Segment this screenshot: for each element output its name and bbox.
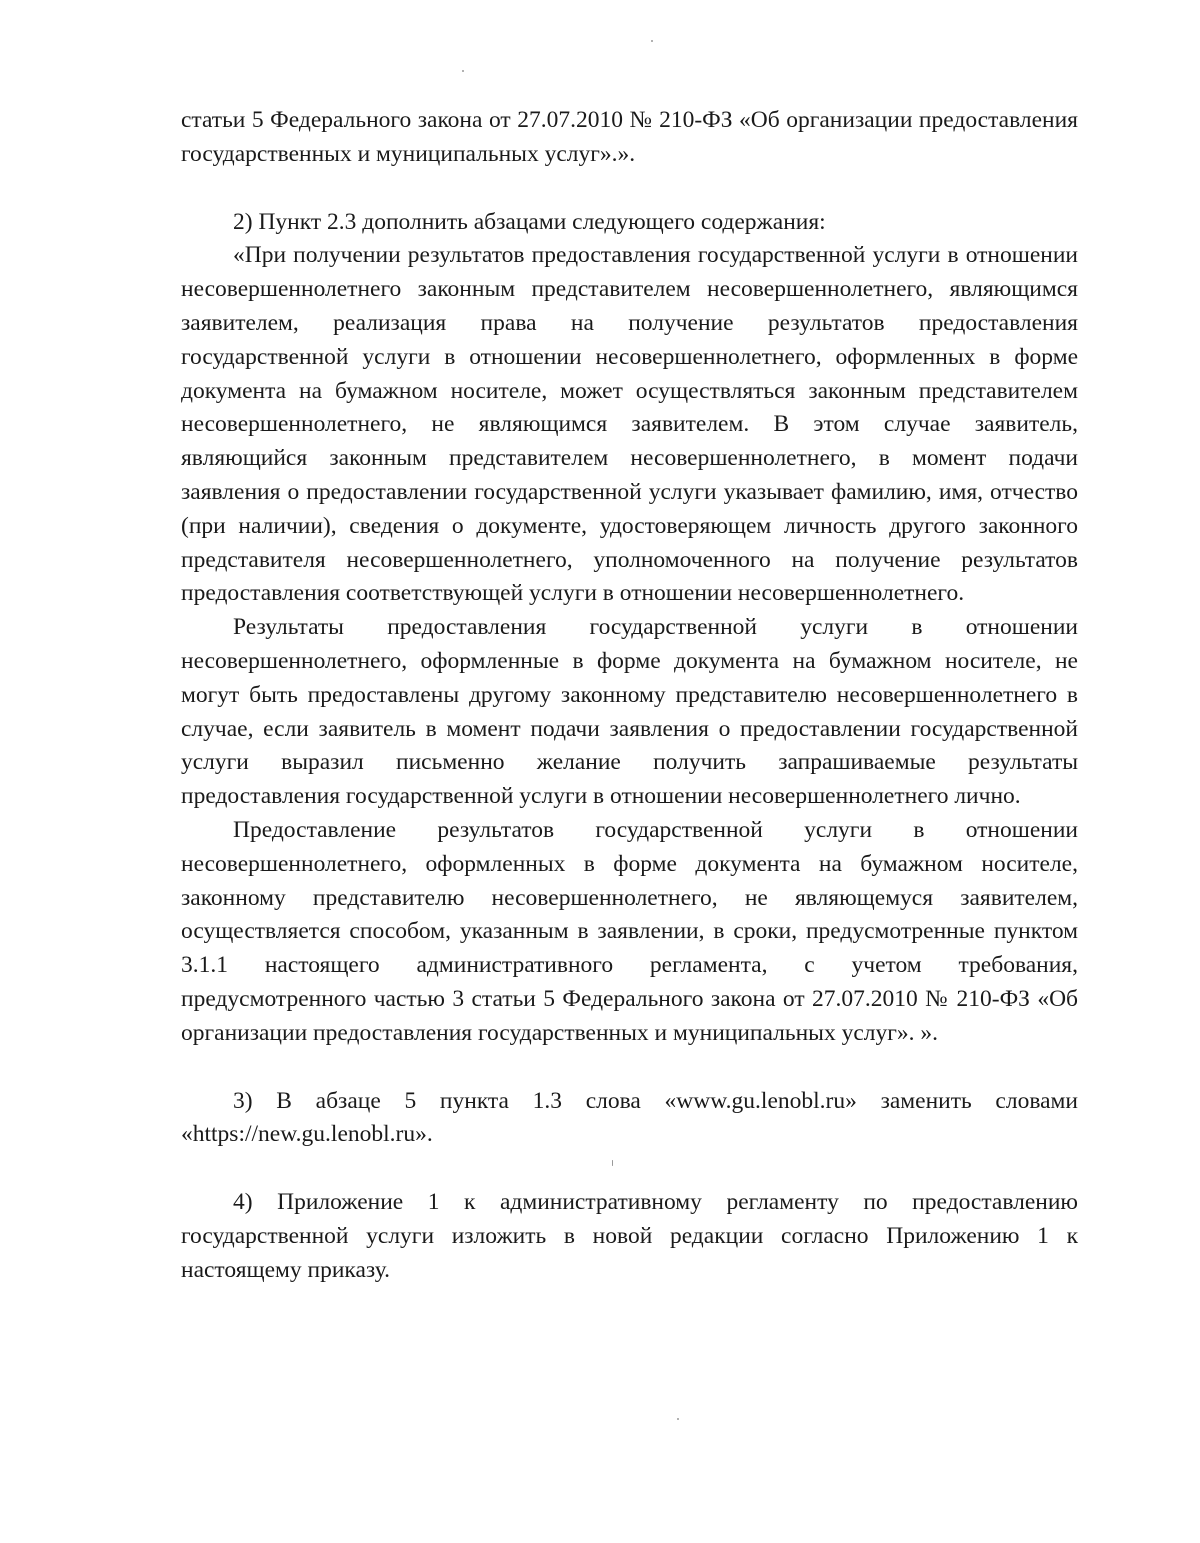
item-2-paragraph-3: Предоставление результатов государственной услуги в отношении несовершеннолетнего, оформленных в форме документа на бумажном носителе, законному представителю несовершеннолетнего, не являющемуся заявителем, осуществляется способом, указанным в заявлении, в сроки, предусмотренные пунктом 3.1.1 настоящего административного регламента, с учетом требования, предусмотренного частью 3 статьи 5 Федерального закона от 27.07.2010 № 210-ФЗ «Об организации предоставления государственных и муниципальных услуг». ». [181,816,1078,1046]
item-2-heading: 2) Пункт 2.3 дополнить абзацами следующего содержания: [233,208,826,235]
document-body [181,104,1078,1288]
paragraph-gap [181,1152,1078,1186]
item-2-paragraph-2: Результаты предоставления государственной услуги в отношении несовершеннолетнего, оформленные в форме документа на бумажном носителе, не могут быть предоставлены другому законному представителю несовершеннолетнего в случае, если заявитель в момент подачи заявления о предоставлении государственной услуги выразил письменно желание получить запрашиваемые результаты предоставления государственной услуги в отношении несовершеннолетнего лично. [181,614,1078,810]
paragraph-gap [181,172,1078,206]
scan-speck [677,1418,679,1420]
item-4-paragraph: 4) Приложение 1 к административному регламенту по предоставлению государственной услуги изложить в новой редакции согласно Приложению 1 к настоящему приказу. [181,1189,1078,1283]
scan-speck [462,70,464,72]
paragraph-gap [181,1051,1078,1085]
item-2-paragraph-1: «При получении результатов предоставления государственной услуги в отношении несовершеннолетнего законным представителем несовершеннолетнего, являющимся заявителем, реализация права на получение результатов предоставления государственной услуги в отношении несовершеннолетнего, оформленных в форме документа на бумажном носителе, может осуществляться законным представителем несовершеннолетнего, не являющимся заявителем. В этом случае заявитель, являющийся законным представителем несовершеннолетнего, в момент подачи заявления о предоставлении государственной услуги указывает фамилию, имя, отчество (при наличии), сведения о документе, удостоверяющем личность другого законного представителя несовершеннолетнего, уполномоченного на получение результатов предоставления соответствующей услуги в отношении несовершеннолетнего. [181,242,1078,607]
scan-speck [651,40,653,42]
continuation-paragraph: статьи 5 Федерального закона от 27.07.2010 № 210-ФЗ «Об организации предоставления государственных и муниципальных услуг».». [181,107,1078,167]
item-3-paragraph: 3) В абзаце 5 пункта 1.3 слова «www.gu.lenobl.ru» заменить словами «https://new.gu.lenobl.ru». [181,1087,1078,1148]
